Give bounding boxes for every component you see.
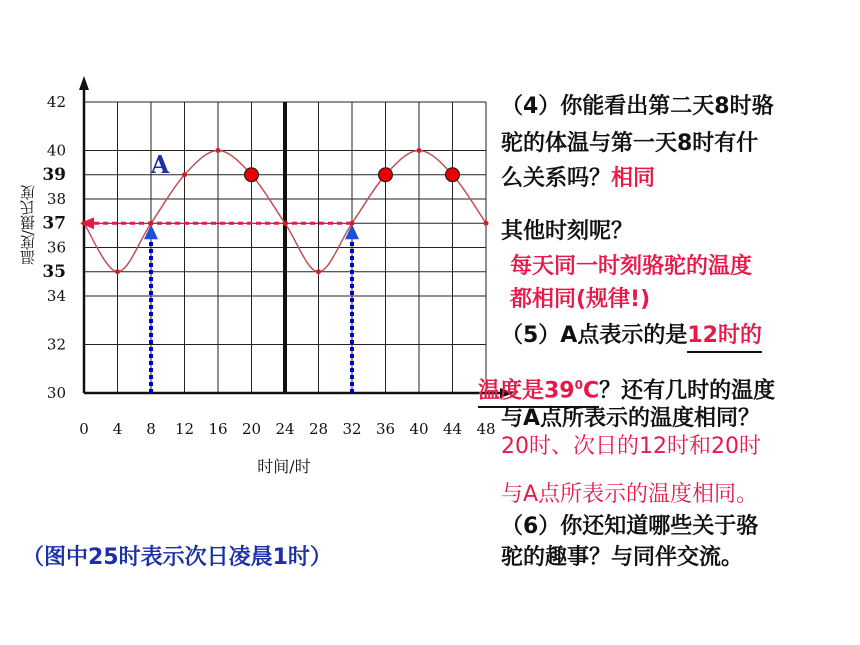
data-point <box>82 221 87 226</box>
x-tick-label: 36 <box>375 420 396 438</box>
data-point <box>316 269 321 274</box>
data-point <box>417 148 422 153</box>
y-axis-label: 温度/摄氏度 <box>19 185 37 266</box>
q6-line1: （6）你还知道哪些关于骆 <box>501 514 759 539</box>
y-tick-label: 35 <box>42 261 66 282</box>
highlight-point <box>245 168 259 182</box>
y-tick-label: 32 <box>46 335 66 354</box>
x-tick-label: 12 <box>174 420 195 438</box>
data-point <box>484 221 489 226</box>
q5-row <box>501 321 762 353</box>
highlight-point <box>446 168 460 182</box>
rule-line1: 每天同一时刻骆驼的温度 <box>510 254 753 279</box>
y-tick-label: 34 <box>46 287 66 305</box>
q5-blank: 12时的 <box>687 321 762 353</box>
y-tick-label: 30 <box>46 384 66 402</box>
footnote: （图中25时表示次日凌晨1时） <box>22 545 332 570</box>
x-tick-label: 8 <box>146 420 156 438</box>
q4-answer: 相同 <box>611 166 656 191</box>
q5-answer-part2: C <box>582 378 600 404</box>
q4-line2: 驼的体温与第一天8时有什 <box>501 131 759 156</box>
rule-line2: 都相同(规律!) <box>510 287 651 312</box>
q5-answer-sup: 0 <box>574 378 583 392</box>
q4-line3: 么关系吗？ <box>501 166 612 191</box>
x-tick-label: 28 <box>308 420 329 438</box>
y-axis-arrowhead <box>79 76 89 90</box>
x-tick-label: 0 <box>79 420 89 438</box>
q6-line2: 驼的趣事？与同伴交流。 <box>501 545 744 570</box>
y-tick-label: 36 <box>46 238 66 257</box>
chart-grid <box>84 102 486 393</box>
answer5-line1: 20时、次日的12时和20时 <box>501 434 761 459</box>
y-tick-label: 39 <box>42 164 66 185</box>
y-tick-label: 40 <box>46 141 66 160</box>
q5-rest-line1: ？还有几时的温度 <box>599 378 776 404</box>
q4-line1: （4）你能看出第二天8时骆 <box>501 94 774 119</box>
x-tick-label: 20 <box>241 420 262 438</box>
data-point <box>182 172 187 177</box>
q5-answer-row <box>478 370 775 408</box>
reference-lines <box>80 217 359 393</box>
q4-other: 其他时刻呢？ <box>501 219 634 244</box>
q5-prefix: （5）A点表示的是 <box>501 323 688 348</box>
chart-axes <box>79 76 514 398</box>
x-tick-label: 24 <box>275 420 295 438</box>
x-tick-label: 40 <box>409 420 429 438</box>
data-point <box>149 221 154 226</box>
answer5-line2: 与A点所表示的温度相同。 <box>501 482 759 507</box>
data-point <box>115 269 120 274</box>
point-a-label: A <box>150 150 170 179</box>
x-tick-label: 4 <box>112 420 123 438</box>
q5-answer <box>478 370 599 408</box>
x-tick-label: 32 <box>342 420 362 438</box>
q5-answer-part1: 温度是39 <box>478 378 575 404</box>
x-tick-label: 16 <box>208 420 228 438</box>
x-tick-label: 44 <box>442 420 463 438</box>
q5-line2: 与A点所表示的温度相同？ <box>501 406 761 431</box>
highlight-point <box>379 168 393 182</box>
x-tick-label: 48 <box>476 420 496 438</box>
y-tick-label: 37 <box>42 213 66 234</box>
tick-labels <box>42 93 495 438</box>
y-tick-label: 38 <box>46 190 66 208</box>
x-axis-label: 时间/时 <box>257 457 311 476</box>
q4-line3-row <box>501 164 655 194</box>
data-point <box>216 148 221 153</box>
data-point <box>350 221 355 226</box>
y-tick-label: 42 <box>46 93 66 111</box>
data-point <box>283 221 288 226</box>
